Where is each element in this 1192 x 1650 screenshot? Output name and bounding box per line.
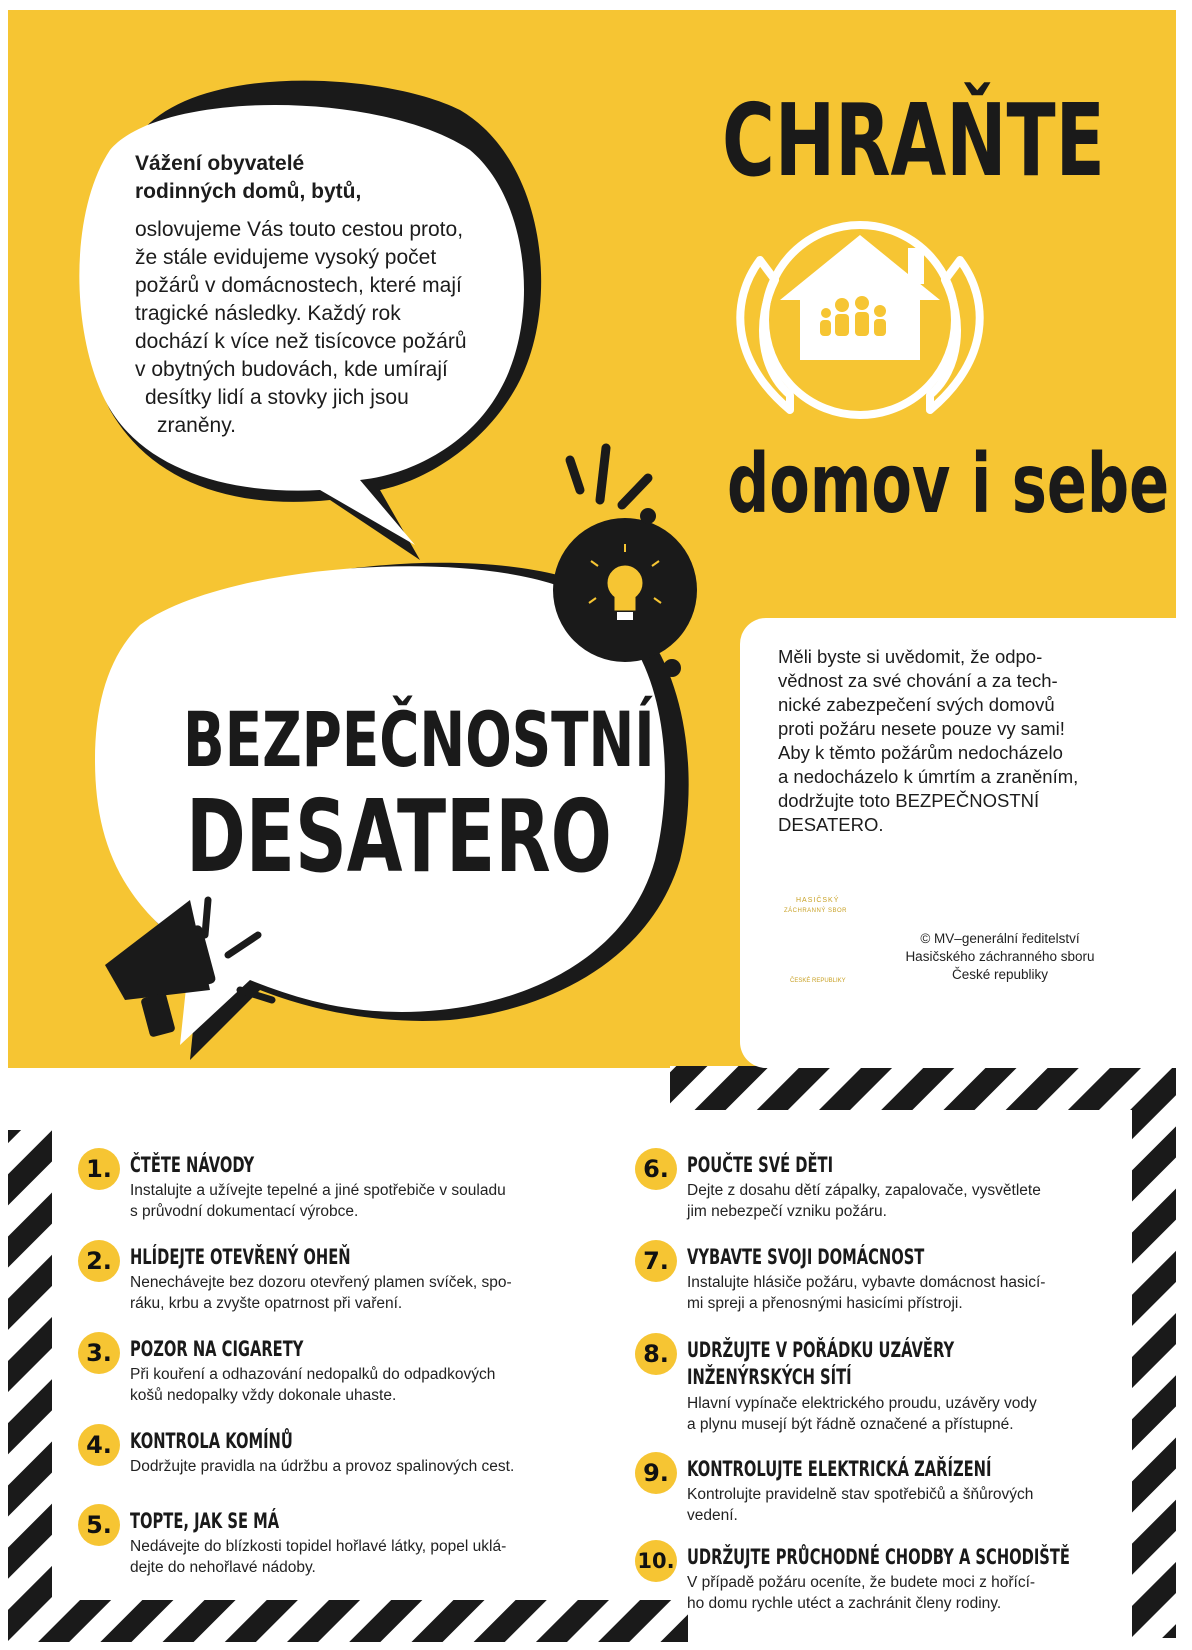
intro-greeting [135, 150, 495, 206]
intro-paragraph [135, 216, 515, 440]
hazard-stripe-left [8, 1130, 52, 1638]
rule-description-line: Kontrolujte pravidelně stav spotřebičů a šňůrových [687, 1486, 1034, 1503]
intro-line: desítky lidí a stovky jich jsou [145, 386, 409, 409]
rule-title: TOPTE, JAK SE MÁ [130, 1509, 280, 1533]
rule-description-line: Nedávejte do blízkosti topidel hořlavé látky, popel uklá- [130, 1538, 507, 1555]
rule-description-line: mi spreji a přenosnými hasicími přístroji. [687, 1295, 963, 1312]
rule-description-line: Nenechávejte bez dozoru otevřený plamen svíček, spo- [130, 1274, 512, 1291]
credit-line: Hasičského záchranného sboru [905, 949, 1095, 964]
logo-text-top: HASIČSKÝ [796, 897, 840, 904]
rule-title: ČTĚTE NÁVODY [130, 1153, 255, 1177]
intro-line: zraněny. [157, 414, 236, 437]
rule-description-line: ráku, krbu a zvyšte opatrnost při vaření. [130, 1295, 403, 1312]
logo-text-mid: ZÁCHRANNÝ SBOR [784, 908, 848, 914]
rule-number: 10. [635, 1540, 677, 1582]
rule-description-line: s průvodní dokumentací výrobce. [130, 1203, 359, 1220]
info-line: proti požáru nesete pouze vy sami! [778, 718, 1065, 739]
info-line: a nedocházelo k úmrtím a zraněním, [778, 766, 1079, 787]
rule-2 [78, 1240, 598, 1320]
rule-description-line: Instalujte a užívejte tepelné a jiné spotřebiče v souladu [130, 1182, 506, 1199]
title-home-and-self: domov i sebe [727, 437, 1170, 532]
rule-5 [78, 1504, 598, 1584]
intro-line: dochází k více než tisícovce požárů [135, 330, 467, 353]
intro-line: v obytných budovách, kde umírají [135, 358, 448, 381]
rule-title: KONTROLA KOMÍNŮ [130, 1429, 293, 1453]
rule-title: POZOR NA CIGARETY [130, 1337, 304, 1361]
greeting-line-2: rodinných domů, bytů, [135, 180, 362, 203]
rule-number: 9. [635, 1452, 677, 1494]
rule-description-line: košů nedopalky vždy dokonale uhaste. [130, 1387, 397, 1404]
rule-description-line: Dodržujte pravidla na údržbu a provoz spalinových cest. [130, 1458, 515, 1475]
rule-description-line: dejte do nehořlavé nádoby. [130, 1559, 316, 1576]
rule-description-line: vedení. [687, 1507, 738, 1524]
rule-title: HLÍDEJTE OTEVŘENÝ OHEŇ [130, 1245, 351, 1269]
rule-number: 8. [635, 1333, 677, 1375]
info-line: dodržujte toto BEZPEČNOSTNÍ [778, 790, 1040, 811]
rule-number: 5. [78, 1504, 120, 1546]
credit-line: České republiky [951, 967, 1049, 982]
hazard-stripe-bottom [8, 1600, 688, 1642]
rule-description-line: Hlavní vypínače elektrického proudu, uzávěry vody [687, 1395, 1037, 1412]
rule-title: UDRŽUJTE PRŮCHODNÉ CHODBY A SCHODIŠTĚ [687, 1545, 1070, 1569]
rule-number: 3. [78, 1332, 120, 1374]
hazard-stripe-right [1132, 1066, 1176, 1638]
rule-4 [78, 1424, 598, 1484]
rule-9 [635, 1452, 1115, 1532]
info-paragraph [778, 645, 1118, 837]
hazard-stripe-top [670, 1066, 1176, 1110]
rule-number: 2. [78, 1240, 120, 1282]
rule-7 [635, 1240, 1115, 1320]
title-protect: CHRAŇTE [722, 82, 1105, 199]
rule-title: VYBAVTE SVOJI DOMÁCNOST [687, 1245, 925, 1269]
info-line: DESATERO. [778, 814, 884, 835]
rule-number: 6. [635, 1148, 677, 1190]
info-line: Aby k těmto požárům nedocházelo [778, 742, 1063, 763]
rule-description-line: Dejte z dosahu dětí zápalky, zapalovače, vysvětlete [687, 1182, 1041, 1199]
rule-number: 7. [635, 1240, 677, 1282]
rule-description-line: Při kouření a odhazování nedopalků do odpadkových [130, 1366, 496, 1383]
rule-title: POUČTE SVÉ DĚTI [687, 1153, 834, 1177]
rule-description-line: Instalujte hlásiče požáru, vybavte domácnost hasicí- [687, 1274, 1046, 1291]
rule-title: UDRŽUJTE V POŘÁDKU UZÁVĚRY [687, 1338, 955, 1362]
rule-description-line: ho domu rychle utéct a zachránit členy rodiny. [687, 1595, 1002, 1612]
burst-lines [570, 448, 648, 505]
intro-line: tragické následky. Každý rok [135, 302, 401, 325]
intro-line: oslovujeme Vás touto cestou proto, [135, 218, 464, 241]
logo-text-bottom: ČESKÉ REPUBLIKY [790, 978, 846, 984]
copyright-credit [890, 930, 1110, 984]
rule-description-line: jim nebezpečí vzniku požáru. [687, 1203, 887, 1220]
rule-title: KONTROLUJTE ELEKTRICKÁ ZAŘÍZENÍ [687, 1457, 992, 1481]
house-hands-icon [740, 225, 979, 415]
rule-3 [78, 1332, 598, 1412]
info-line: Měli byste si uvědomit, že odpo- [778, 646, 1043, 667]
rule-8 [635, 1333, 1115, 1433]
rule-description-line: V případě požáru oceníte, že budete moci z hořící- [687, 1574, 1036, 1591]
rule-description-line: a plynu musejí být řádně označené a přístupné. [687, 1416, 1014, 1433]
main-title-line-2: DESATERO [186, 778, 612, 895]
intro-line: požárů v domácnostech, které mají [135, 274, 462, 297]
credit-line: © MV–generální ředitelství [920, 931, 1080, 946]
info-line: vědnost za své chování a za tech- [778, 670, 1058, 691]
rule-1 [78, 1148, 598, 1228]
rule-title-line-2: INŽENÝRSKÝCH SÍTÍ [687, 1365, 852, 1389]
rule-10 [635, 1540, 1115, 1620]
main-title-line-1: BEZPEČNOSTNÍ [183, 695, 655, 784]
greeting-line-1: Vážení obyvatelé [135, 152, 305, 175]
rule-number: 1. [78, 1148, 120, 1190]
info-line: nické zabezpečení svých domovů [778, 694, 1055, 715]
rule-number: 4. [78, 1424, 120, 1466]
rule-6 [635, 1148, 1115, 1228]
intro-line: že stále evidujeme vysoký počet [135, 246, 437, 269]
